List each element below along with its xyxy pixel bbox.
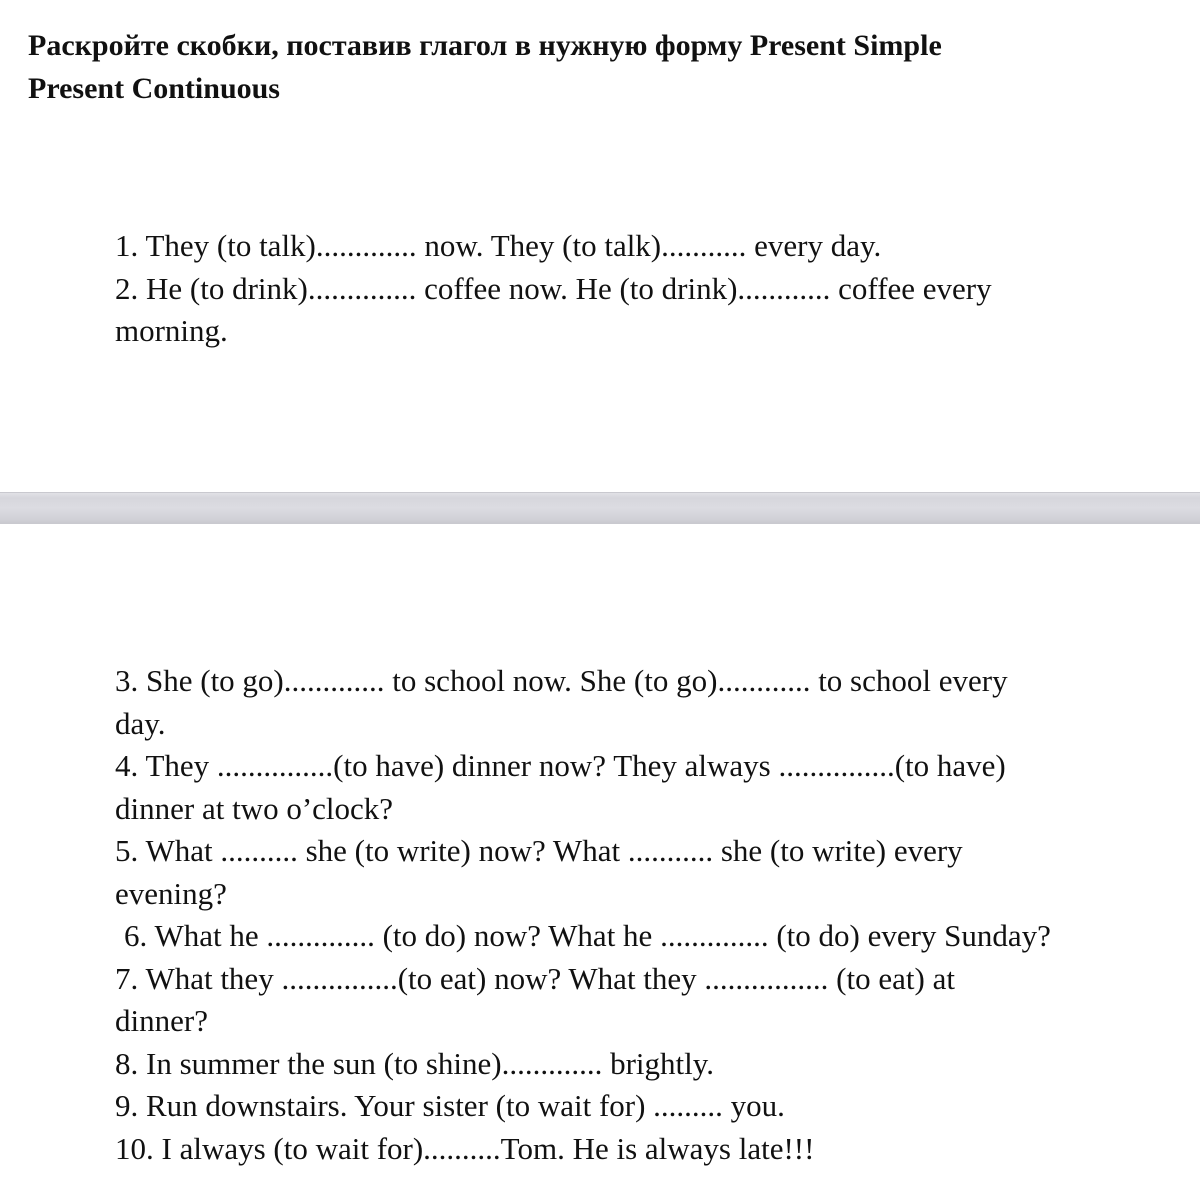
exercise-line: evening? [115, 875, 227, 911]
exercise-line: 10. I always (to wait for)..........Tom. He is always late!!! [115, 1130, 815, 1166]
exercise-list-page-two [115, 660, 1185, 1170]
exercise-list-page-one [115, 225, 1185, 353]
exercise-title [28, 24, 1178, 110]
title-line-2: Present Continuous [28, 72, 280, 105]
exercise-line: day. [115, 705, 166, 741]
exercise-line: 5. What .......... she (to write) now? What ........... she (to write) every [115, 833, 963, 868]
title-line-1: Раскройте скобки, поставив глагол в нужную форму Present Simple [28, 29, 942, 62]
exercise-line: dinner at two o’clock? [115, 790, 394, 826]
exercise-line: 6. What he .............. (to do) now? What he .............. (to do) every Sunday? [124, 918, 1051, 953]
page-one [0, 0, 1200, 492]
exercise-line: 8. In summer the sun (to shine)............. brightly. [115, 1045, 714, 1081]
exercise-line: 7. What they ...............(to eat) now? What they ................ (to eat) at [115, 960, 955, 996]
exercise-line: 9. Run downstairs. Your sister (to wait for) ......... you. [115, 1088, 785, 1123]
exercise-line: 1. They (to talk)............. now. They (to talk)........... every day. [115, 228, 882, 263]
exercise-line: dinner? [115, 1003, 208, 1038]
exercise-line: 3. She (to go)............. to school now. She (to go)............ to school every [115, 663, 1008, 698]
page-divider [0, 492, 1200, 524]
exercise-line: morning. [115, 313, 228, 348]
exercise-line: 4. They ...............(to have) dinner now? They always ...............(to have) [115, 748, 1006, 783]
exercise-line: 2. He (to drink).............. coffee now. He (to drink)............ coffee every [115, 270, 992, 306]
